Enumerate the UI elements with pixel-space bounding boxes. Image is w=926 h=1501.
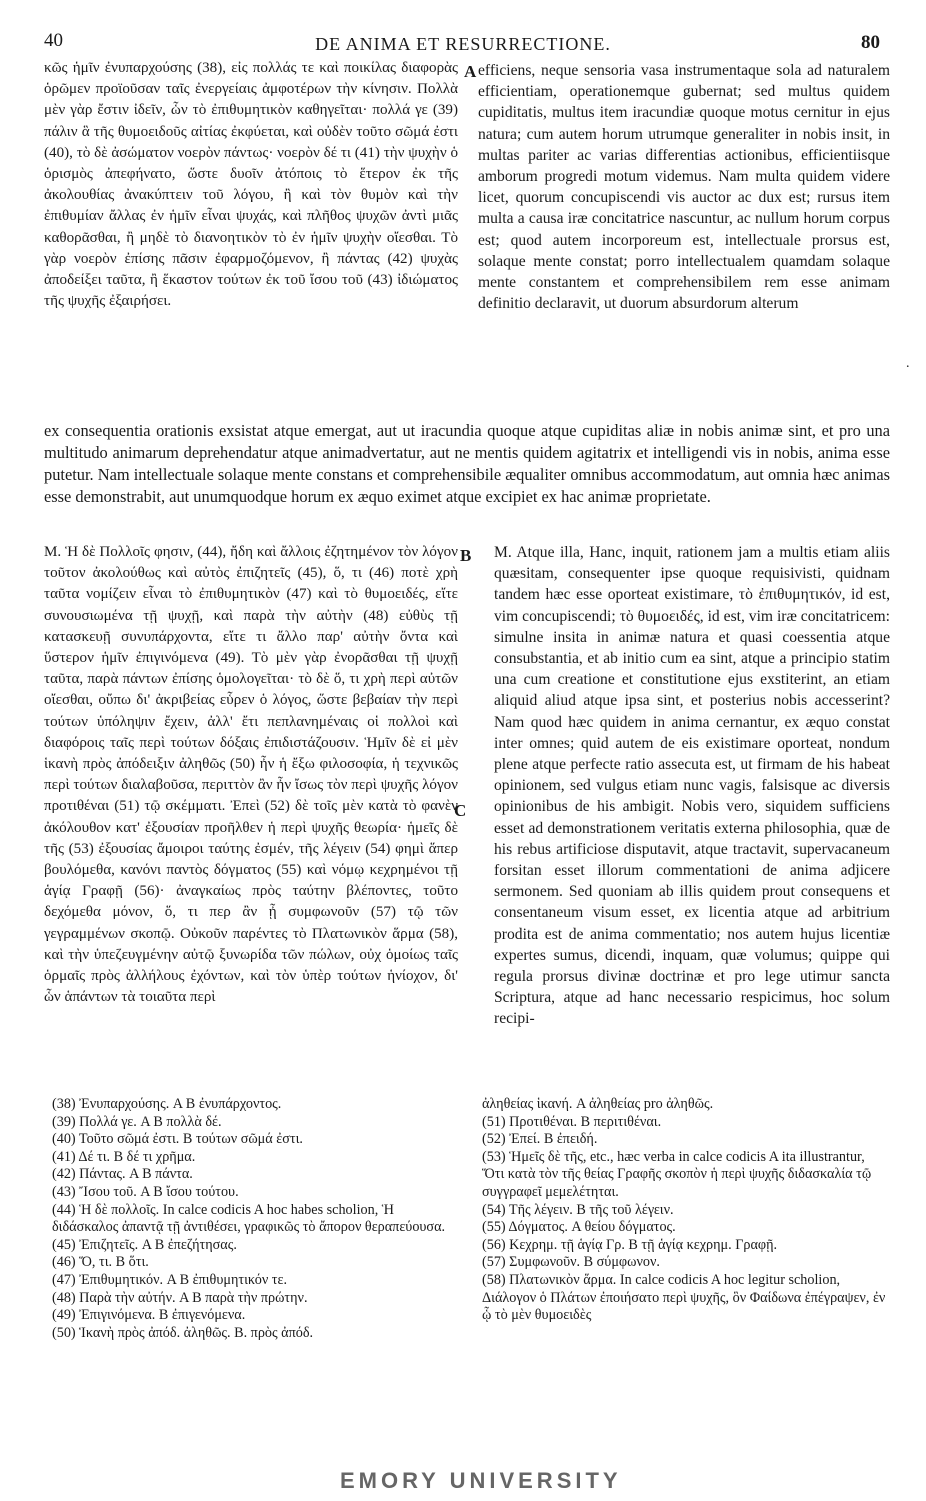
footnote: (40) Τοῦτο σῶμά ἐστι. B τούτων σῶμά ἐστι. xyxy=(52,1131,303,1148)
footnote: (38) Ἐνυπαρχούσης. A B ἐνυπάρχοντος. xyxy=(52,1096,282,1112)
footnote: (45) Ἐπιζητεῖς. A B ἐπεζήτησας. xyxy=(52,1236,237,1253)
footnote: (53) Ἡμεῖς δὲ τῆς, etc., hæc verba in calce codicis A ita illustrantur, Ὅτι κατὰ τὸν τῆς θείας Γραφῆς σκοπὸν ἡ περὶ ψυχῆς διδασκαλία τῷ συγγραφεῖ μεμελέτηται. xyxy=(482,1148,872,1200)
footnote: (52) Ἐπεί. B ἐπειδή. xyxy=(482,1131,598,1148)
latin-text-full-width xyxy=(44,420,890,538)
footnote: (47) Ἐπιθυμητικόν. A B ἐπιθυμητικόν τε. xyxy=(52,1271,288,1288)
running-head: DE ANIMA ET RESURRECTIONE. xyxy=(315,34,611,54)
greek-text-top xyxy=(44,58,458,418)
footnote: (44) Ἡ δὲ πολλοῖς. In calce codicis A hoc habes scholion, Ἡ διδάσκαλος ἀπαντᾷ τῇ ἀντιθέσει, γραφικῶς τὸ ἄπορον θεραπεύουσα. xyxy=(52,1201,446,1236)
footnote: (54) Τῆς λέγειν. B τῆς τοῦ λέγειν. xyxy=(482,1201,674,1218)
latin-text-middle xyxy=(494,542,890,1087)
greek-text-middle xyxy=(44,542,458,1087)
margin-letter-c: C xyxy=(454,801,467,820)
footnote: (50) Ἱκανὴ πρὸς ἀπόδ. ἀληθῶς. B. πρὸς ἀπόδ. xyxy=(52,1324,314,1341)
footnotes-right xyxy=(482,1096,890,1325)
footnote: (48) Παρὰ τὴν αὐτήν. A B παρὰ τὴν πρώτην. xyxy=(52,1289,308,1306)
footnote: (58) Πλατωνικὸν ἅρμα. In calce codicis A hoc legitur scholion, Διάλογον ὁ Πλάτων ἐποιήσατο περὶ ψυχῆς, ὃν Φαίδωνα ἐπέγραψεν, ἐν ᾧ τὸ μὲν θυμοειδὲς xyxy=(482,1271,886,1324)
footnote: (57) Συμφωνοῦν. B σύμφωνον. xyxy=(482,1254,660,1271)
footnote: (43) Ἴσου τοῦ. A B ἴσου τούτου. xyxy=(52,1183,239,1200)
page-number-left: 40 xyxy=(44,30,63,51)
footnote: (42) Πάντας. A B πάντα. xyxy=(52,1166,193,1183)
footnote: (49) Ἐπιγινόμενα. B ἐπιγενόμενα. xyxy=(52,1307,246,1324)
greek-paragraph-top: κῶς ἡμῖν ἐνυπαρχούσης (38), εἰς πολλάς τε καὶ ποικίλας διαφορὰς ὁρῶμεν προϊοῦσαν ταῖς ἐνεργείαις ἀμφοτέρων τὴν κίνησιν. Πολλὰ μὲν γὰρ ἔστιν ἰδεῖν, ὧν τὸ ἐπιθυμητικὸν καθηγεῖται· πολλά γε (39) πάλιν ἃ τῆς θυμοειδοῦς αἰτίας ἐκφύεται, καὶ οὐδὲν τοῦτο σῶμά ἐστι (40), τὸ δὲ ἀσώματον νοερὸν πάντως· νοερὸν δέ τι (41) τὴν ψυχὴν ὁ ὁρισμὸς ἀπεφήνατο, ὥστε δυοῖν ἀτόποις τὸ ἕτερον ἐκ τῆς ἀκολουθίας ἀνακύπτειν τοῦ λόγου, ἢ καὶ τὸν θυμὸν καὶ τὴν ἐπιθυμίαν ἄλλας ἐν ἡμῖν εἶναι ψυχάς, καὶ πλῆθος ψυχῶν ἀντὶ μιᾶς καθορᾶσθαι, ἢ μηδὲ τὸ διανοητικὸν τὸ ἐν ἡμῖν ψυχὴν οἴεσθαι. Τὸ γὰρ νοερὸν ἐπίσης πᾶσιν ἐφαρμοζόμενον, ἢ πάντας (42) ψυχὰς ἀποδείξει ταῦτα, ἢ ἕκαστον τούτων ἐκ τοῦ ἴσου τοῦ (43) ἰδιώματος τῆς ψυχῆς ἐξαιρήσει. xyxy=(44,60,458,310)
latin-paragraph-top: efficiens, neque sensoria vasa instrumentaque sola ad naturalem efficientiam, operationemque gubernat; sed multus quidem cupiditatis, multus item iracundiæ quoque motus cernitur in ejus natura; cum autem horum utrumque generaliter in nobis insit, in multas pariter ac varias differentias actionibus, efficientiisque amborum progredi motum videmus. Nam multa quidem videre licet, quorum concupiscendi vis auctor ac dux est; rursus item multa a causa iræ concitatrice nascuntur, ac nullum horum corpus est; quod autem incorporeum est, intellectuale prorsus est, solaque mente constat; porro intellectualem quamdam solaque mente constantem et comprehensibilem rem esse animam definitio declaravit, ut duorum absurdorum alterum xyxy=(478,62,890,313)
margin-mark: . xyxy=(906,356,910,371)
latin-paragraph-middle: M. Atque illa, Hanc, inquit, rationem jam a multis etiam aliis quæsitam, consequenter ipse quoque requisivisti, quidnam tandem hæc esse oporteat existimare, τὸ ἐπιθυμητικόν, id est, vim concupiscendi; τὸ θυμοειδές, id est, vim iræ concitatricem: simulne insita in animæ natura et quasi coessentia atque consubstantia, et ab initio cum ea sint, atque a principio statim una cum creatione et constitutione ejus exstiterint, an etiam aliquid aliud atque ipsa sint, et posterius nobis accesserint? Nam quod hæc quidem in anima cernantur, ex æquo constat inter omnes; quid autem de eis existimare oporteat, nondum plene atque perfecte ratio assecuta est, ut firmam de his habeat opinionem, sed vulgus etiam nunc vagis, falsisque ac diversis opinionibus de his ambigit. Nobis vero, siquidem sufficiens esset ad demonstrationem veritatis externa philosophia, quæ de his rebus artificiose disputavit, atque tractavit, supervacaneum forsitan esset illorum commentationi de anima adjicere sermonem. Sed quoniam ab illis quidem prout consequens et consentaneum visum esset, ex licentia atque ad arbitrium prodita est de anima commentatio; nos autem hujus licentiæ expertes sumus, dicendi, inquam, quæ volumus; quippe qui regula prorsus divinæ doctrinæ et pro lege utimur sancta Scriptura, atque ad hanc necessario respicimus, hoc solum recipi- xyxy=(494,544,890,1028)
margin-letter-b: B xyxy=(460,546,472,565)
footnote: (56) Κεχρημ. τῇ ἁγίᾳ Γρ. B τῇ ἁγίᾳ κεχρημ. Γραφῇ. xyxy=(482,1236,778,1253)
footnote: (39) Πολλά γε. A B πολλὰ δέ. xyxy=(52,1113,222,1130)
latin-text-top xyxy=(478,60,890,435)
page-number-right: 80 xyxy=(861,32,880,53)
footnote: (55) Δόγματος. A θείου δόγματος. xyxy=(482,1219,676,1236)
footnote: (46) Ὅ, τι. B ὅτι. xyxy=(52,1254,149,1271)
library-stamp: EMORY UNIVERSITY xyxy=(340,1468,622,1493)
footnote: (51) Προτιθέναι. B περιτιθέναι. xyxy=(482,1113,662,1130)
greek-paragraph-middle: Μ. Ἡ δὲ Πολλοῖς φησιν, (44), ἤδη καὶ ἄλλοις ἐζητημένον τὸν λόγον τοῦτον ἀκολούθως καὶ αὐτὸς ἐπιζητεῖς (45), ὅ, τι (46) ποτὲ χρὴ ταῦτα νομίζειν εἶναι τὸ ἐπιθυμητικὸν (47) καὶ τὸ θυμοειδές, εἴτε συνουσιωμένα τῇ ψυχῇ, καὶ παρὰ τὴν αὐτὴν (48) εὐθὺς τῇ κατασκευῇ συνυπάρχοντα, εἴτε τι ἄλλο παρ' αὐτὴν ὄντα καὶ ὕστερον ἡμῖν ἐπιγινόμενα (49). Τὸ μὲν γὰρ ἐνορᾶσθαι τῇ ψυχῇ ταῦτα, παρὰ πάντων ἐπίσης ὁμολογεῖται· τὸ δὲ ὅ, τι χρὴ περὶ αὐτῶν οἴεσθαι, οὔπω δι' ἀκριβείας εὗρεν ὁ λόγος, ὥστε βεβαίαν τὴν περὶ τούτων ὑπόληψιν ἔχειν, ἀλλ' ἔτι πεπλανημέναις οἱ πολλοὶ καὶ διαφόροις ταῖς περὶ τούτων δόξαις ἐπιδιστάζουσιν. Ἡμῖν δὲ εἰ μὲν ἱκανὴ πρὸς ἀπόδειξιν ἀληθῶς (50) ἦν ἡ ἔξω φιλοσοφία, ἡ τεχνικῶς περὶ τούτων διαλαβοῦσα, περιττὸν ἂν ἦν ἴσως τὸν περὶ ψυχῆς λόγον προτιθέναι (51) τῷ σκέμματι. Ἐπεὶ (52) δὲ τοῖς μὲν κατὰ τὸ φανὲν ἀκόλουθον κατ' ἐξουσίαν προῆλθεν ἡ περὶ ψυχῆς θεωρία· ἡμεῖς δὲ τῆς (53) ἐξουσίας ἄμοιροι ταύτης ἐσμέν, τῆς λέγειν (54) φημὶ ἅπερ βουλόμεθα, κανόνι παντὸς δόγματος (55) καὶ νόμῳ κεχρημένοι τῇ ἁγίᾳ Γραφῇ (56)· ἀναγκαίως πρὸς ταύτην βλέποντες, τοῦτο δεχόμεθα μόνον, ὅ, τι περ ἂν ᾖ συμφωνοῦν (57) τῷ τῶν γεγραμμένων σκοπῷ. Οὐκοῦν παρέντες τὸ Πλατωνικὸν ἅρμα (58), καὶ τὴν ὑπεζευγμένην αὐτῷ ξυνωρίδα τῶν πώλων, οὐχ ὁμοίως ταῖς ὁρμαῖς πρὸς ἀλλήλους ἐχόντων, καὶ τὸν ὑπὲρ τούτων ἡνίοχον, δι' ὧν ἁπάντων τὰ τοιαῦτα περὶ xyxy=(44,544,458,1006)
margin-letter-a: A xyxy=(464,62,477,81)
latin-paragraph-full: ex consequentia orationis exsistat atque emergat, aut ut iracundia quoque atque cupiditas aliæ in nobis animæ sint, et pro una multitudo animarum deprehendatur atque animadvertatur, aut ne mentis quidem agitatrix et intelligendi vis in nobis, anima esse putetur. Nam intellectuale solaque mente constans et comprehensibile æqualiter omnibus accommodatum, aut omnia hæc animas esse demonstrabit, aut unumquodque horum ex æquo eximet atque excipiet ex hac animæ proprietate. xyxy=(44,421,890,506)
footnote: (41) Δέ τι. B δέ τι χρῆμα. xyxy=(52,1148,196,1165)
footnotes-left xyxy=(52,1096,452,1342)
footnote: ἀληθείας ἱκανή. A ἀληθείας pro ἀληθῶς. xyxy=(482,1096,714,1112)
